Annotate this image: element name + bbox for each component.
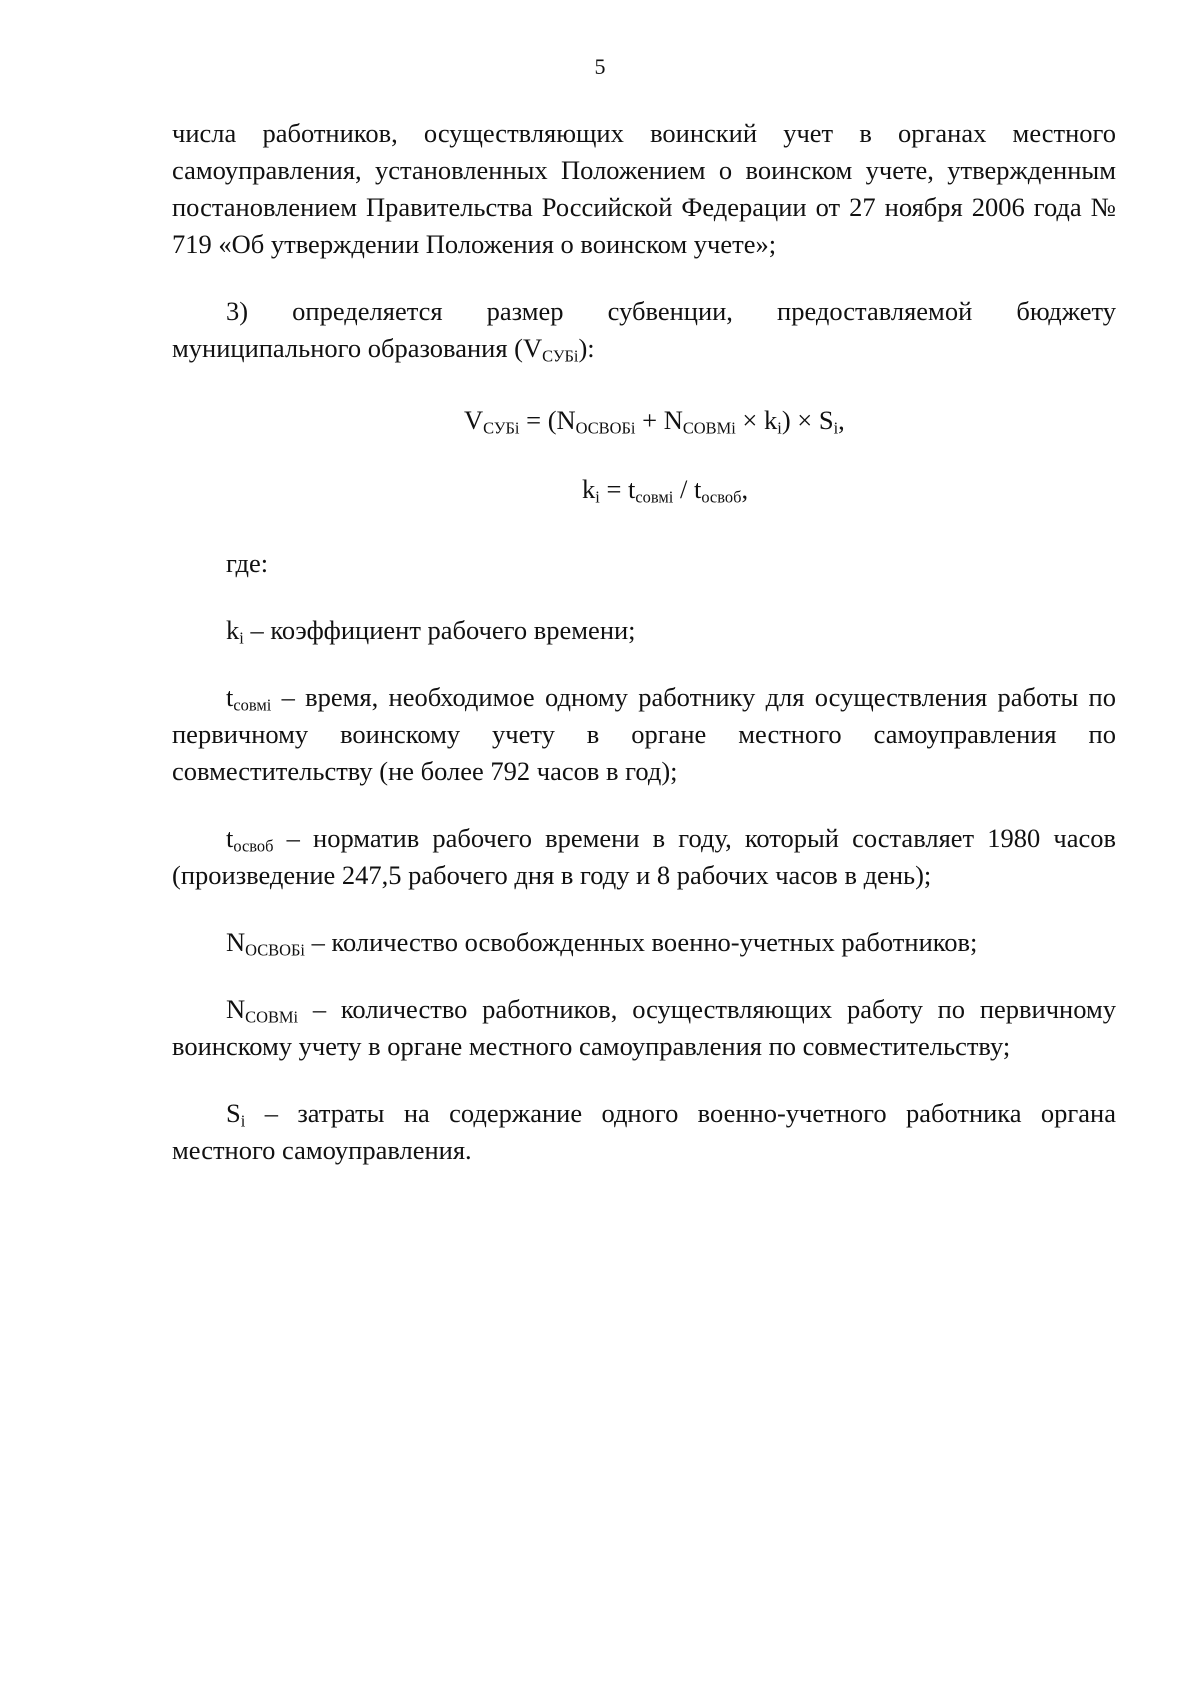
formula1-close-times-s: ) × S <box>781 405 834 435</box>
def-k-sub: i <box>239 628 244 648</box>
def-nsovm-text: – количество работников, осуществляющих работу по первичному воинскому учету в органе местного самоуправления по совместительству; <box>172 994 1116 1061</box>
formula1-n1-sub: ОСВОБi <box>575 418 636 438</box>
formula1-n2-sub: СОВМi <box>682 418 736 438</box>
definition-n-osvob <box>172 924 1116 961</box>
def-tsovm-symbol: t <box>226 682 234 712</box>
formula1-times-k: × k <box>735 405 778 435</box>
definition-t-osvob <box>172 820 1116 894</box>
def-tosvob-symbol: t <box>226 823 234 853</box>
formula2-end: , <box>741 474 749 504</box>
def-tsovm-text: – время, необходимое одному работнику для осуществления работы по первичному воинскому учету в органе местного самоуправления по совместительству (не более 792 часов в год); <box>172 682 1116 786</box>
formula2-t1-sub: совмi <box>635 487 674 507</box>
def-tosvob-sub: освоб <box>233 836 274 856</box>
definition-k <box>172 612 1116 649</box>
def-tosvob-text: – норматив рабочего времени в году, который составляет 1980 часов (произведение 247,5 рабочего дня в году и 8 рабочих часов в день); <box>172 823 1116 890</box>
formula2-t2-sub: освоб <box>701 487 742 507</box>
def-s-sub: i <box>240 1111 246 1131</box>
formula2-k-sub: i <box>595 487 600 507</box>
def-s-symbol: S <box>226 1098 241 1128</box>
item3-tail: ): <box>578 333 595 363</box>
definition-t-sovm <box>172 679 1116 790</box>
def-k-text: – коэффициент рабочего времени; <box>243 615 636 645</box>
def-tsovm-sub: совмi <box>233 695 272 715</box>
definition-s <box>172 1095 1116 1169</box>
paragraph-continued: числа работников, осуществляющих воинский учет в органах местного самоуправления, установленных Положением о воинском учете, утвержденным постановлением Правительства Российской Федерации от 27 ноября 2006 года № 719 «Об утверждении Положения о воинском учете»; <box>172 118 1116 259</box>
formula1-s-sub: i <box>833 418 839 438</box>
formula2-eq-t: = t <box>599 474 636 504</box>
page-number: 5 <box>594 54 606 79</box>
formula1-v: V <box>464 405 484 435</box>
where-label: где: <box>226 548 269 578</box>
def-nsovm-symbol: N <box>226 994 246 1024</box>
formula-coefficient <box>172 471 1116 508</box>
formula1-eq-open: = (N <box>519 405 576 435</box>
def-s-text: – затраты на содержание одного военно-учетного работника органа местного самоуправления. <box>172 1098 1116 1165</box>
formula1-plus: + N <box>635 405 683 435</box>
def-nosvob-sub: ОСВОБi <box>245 940 305 960</box>
formula-subvention <box>172 402 1116 439</box>
def-k-symbol: k <box>226 615 240 645</box>
def-nosvob-text: – количество освобожденных военно-учетных работников; <box>304 927 978 957</box>
definition-n-sovm <box>172 991 1116 1065</box>
formula1-end: , <box>838 405 845 435</box>
paragraph-item-3 <box>172 293 1116 367</box>
def-nsovm-sub: СОВМi <box>245 1007 299 1027</box>
item3-text: 3) определяется размер субвенции, предоставляемой бюджету муниципального образования (V <box>172 296 1116 363</box>
formula1-v-sub: СУБi <box>483 418 520 438</box>
document-body <box>172 115 1116 1169</box>
def-nosvob-symbol: N <box>226 927 246 957</box>
formula2-k: k <box>582 474 596 504</box>
formula2-slash-t: / t <box>673 474 702 504</box>
item3-subscript: СУБi <box>542 346 579 366</box>
formula1-k-sub: i <box>777 418 782 438</box>
